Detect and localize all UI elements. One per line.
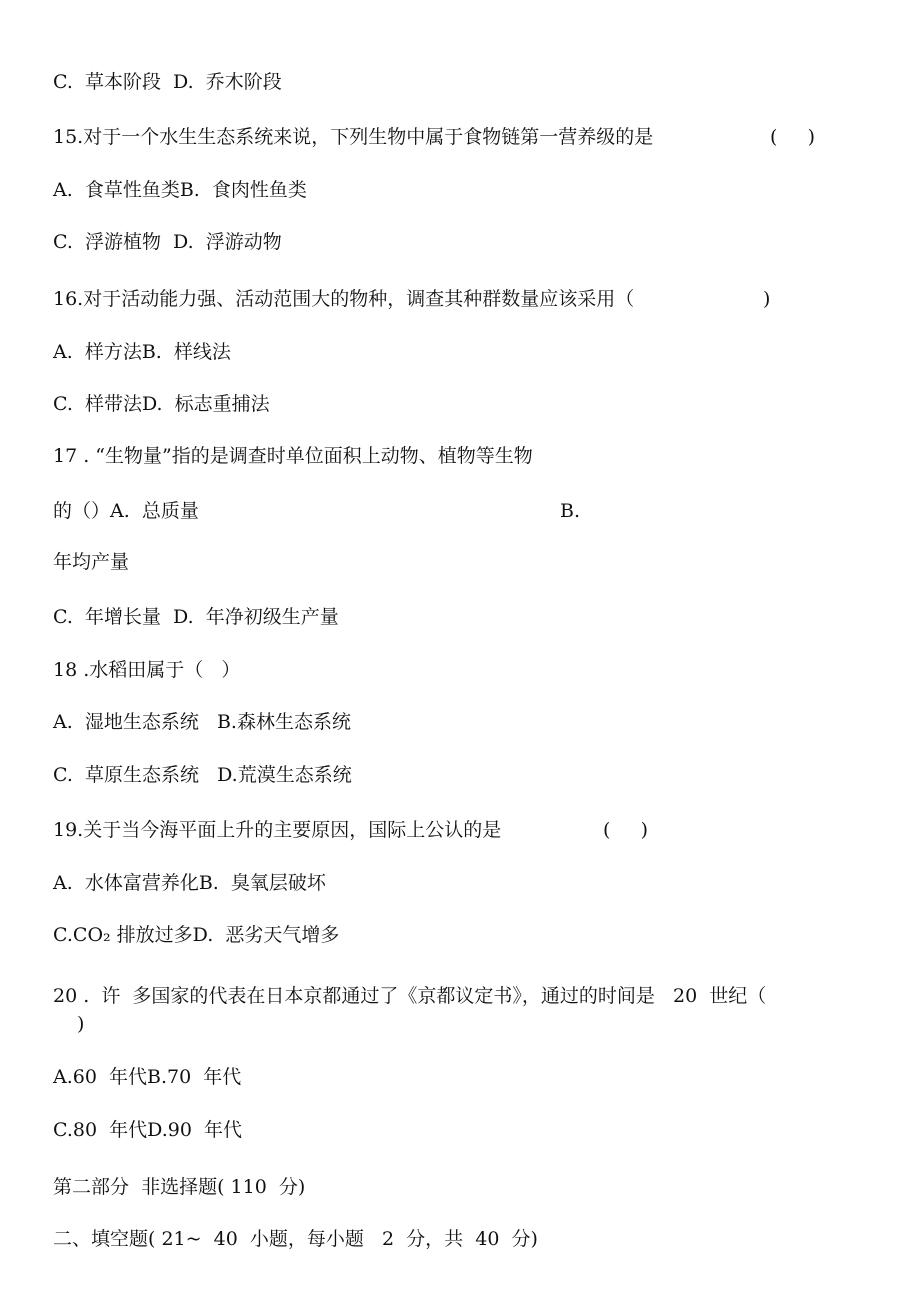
- q19-options-cd: C.CO₂ 排放过多D. 恶劣天气增多: [53, 924, 340, 946]
- q20-options-cd: C.80 年代D.90 年代: [53, 1119, 243, 1141]
- q16-answer-paren-close: ): [763, 288, 771, 310]
- part2-heading: 第二部分 非选择题( 110 分): [53, 1176, 306, 1198]
- q19-stem: 19.关于当今海平面上升的主要原因，国际上公认的是: [53, 819, 502, 841]
- q14-options-cd: C. 草本阶段 D. 乔木阶段: [53, 71, 282, 93]
- q20-options-ab: A.60 年代B.70 年代: [53, 1066, 242, 1088]
- q17-stem: 17 . “生物量”指的是调查时单位面积上动物、植物等生物: [53, 445, 533, 467]
- q16-options-cd: C. 样带法D. 标志重捕法: [53, 393, 270, 415]
- q20-stem: 20 . 许 多国家的代表在日本京都通过了《京都议定书》，通过的时间是 20 世纪（: [53, 985, 767, 1007]
- q19-answer-paren: ( ): [603, 819, 649, 841]
- q15-options-ab: A. 食草性鱼类B. 食肉性鱼类: [53, 179, 307, 201]
- q17-line-2: 的（）A. 总质量: [53, 500, 199, 522]
- q19-options-ab: A. 水体富营养化B. 臭氧层破坏: [53, 872, 326, 894]
- q17-line-3: 年均产量: [53, 551, 130, 573]
- q17-option-b-label: B.: [560, 500, 581, 522]
- q20-stem-close: ): [77, 1013, 85, 1035]
- q18-options-cd: C. 草原生态系统 D.荒漠生态系统: [53, 764, 352, 786]
- q15-answer-paren: ( ): [770, 126, 816, 148]
- q18-options-ab: A. 湿地生态系统 B.森林生态系统: [53, 711, 351, 733]
- q16-options-ab: A. 样方法B. 样线法: [53, 341, 231, 363]
- q15-options-cd: C. 浮游植物 D. 浮游动物: [53, 231, 282, 253]
- section-fill-in-heading: 二、填空题( 21~ 40 小题，每小题 2 分，共 40 分): [53, 1228, 538, 1250]
- q16-stem: 16.对于活动能力强、活动范围大的物种，调查其种群数量应该采用（: [53, 288, 635, 310]
- q17-options-cd: C. 年增长量 D. 年净初级生产量: [53, 606, 339, 628]
- q18-stem: 18 .水稻田属于（ ）: [53, 659, 241, 681]
- q15-stem: 15.对于一个水生生态系统来说，下列生物中属于食物链第一营养级的是: [53, 126, 654, 148]
